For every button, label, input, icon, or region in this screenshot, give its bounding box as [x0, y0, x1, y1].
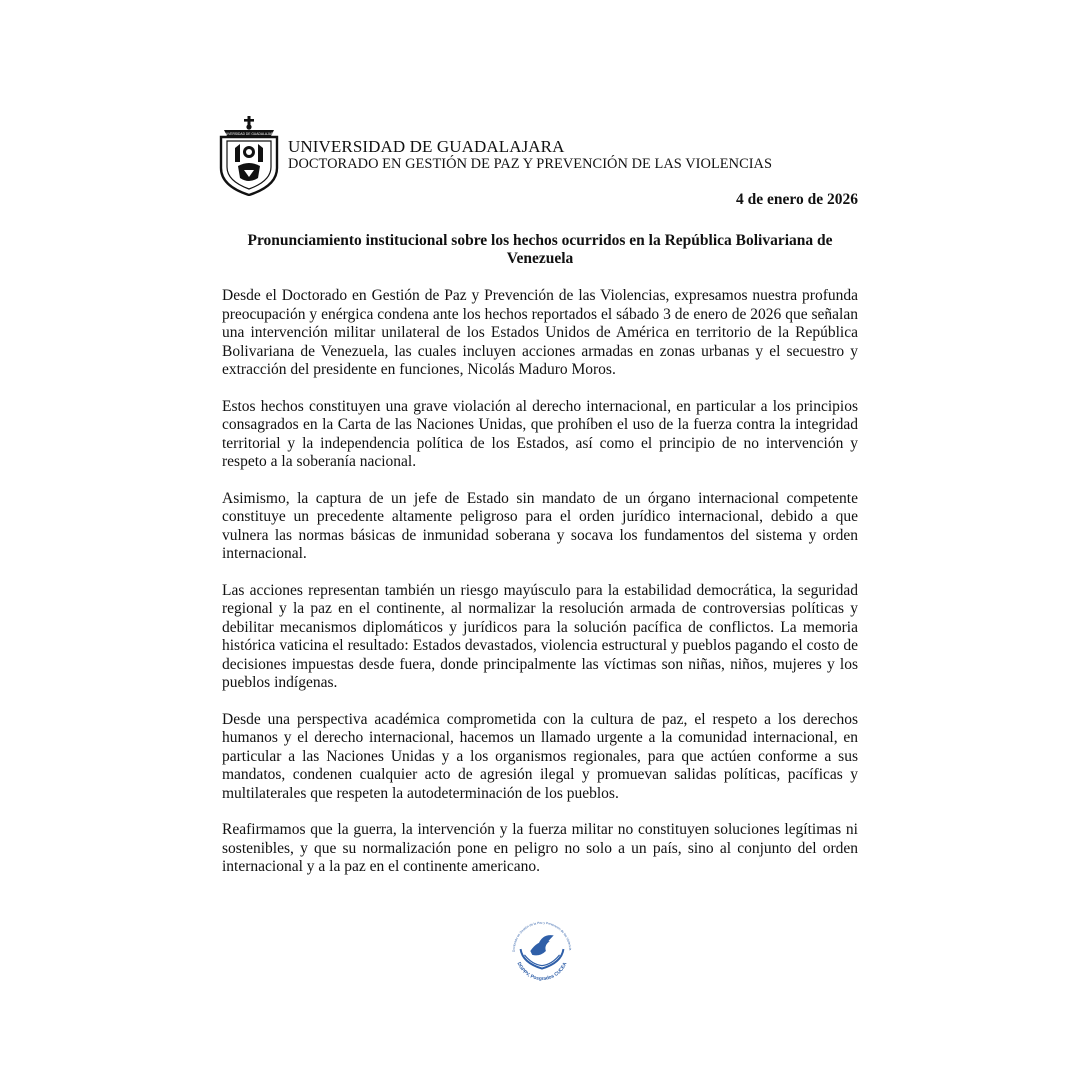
body-paragraph: Desde el Doctorado en Gestión de Paz y Prevención de las Violencias, expresamos nuestra profunda preocupación y enérgica condena ante los hechos reportados el sábado 3 de enero de 2026 que señalan una intervención militar unilateral de los Estados Unidos de América en territorio de la República Bolivariana de Venezuela, las cuales incluyen acciones armadas en zonas urbanas y el secuestro y extracción del presidente en funciones, Nicolás Maduro Moros. [222, 287, 858, 378]
logo-caption: DGPPV, Posgrados CUCEA [515, 961, 569, 983]
institution-name: UNIVERSIDAD DE GUADALAJARA [288, 137, 565, 156]
body-paragraph: Reafirmamos que la guerra, la intervención y la fuerza militar no constituyen soluciones legítimas ni sostenibles, y que su normalización pone en peligro no solo a un país, sino al conjunto del orden internacional y a la paz en el continente americano. [222, 821, 858, 875]
institution-heading [288, 137, 772, 172]
document-title: Pronunciamiento institucional sobre los hechos ocurridos en la República Bolivariana de Venezuela [247, 232, 833, 267]
body-paragraph: Desde una perspectiva académica comprometida con la cultura de paz, el respeto a los derechos humanos y el derecho internacional, hacemos un llamado urgente a la comunidad internacional, en particular a las Naciones Unidas y a los organismos regionales, para que actúen conforme a sus mandatos, condenen cualquier acto de agresión ilegal y promuevan salidas políticas, pacíficas y multilaterales que respeten la autodeterminación de los pueblos. [222, 710, 858, 802]
logo-ring-text: Doctorado en Gestión de la Paz y Prevención de las Violencia [511, 920, 573, 952]
document-body [222, 287, 858, 895]
crest-banner-text: UNIVERSIDAD DE GUADALAJARA [222, 132, 276, 136]
university-crest-icon [218, 116, 280, 196]
program-name: DOCTORADO EN GESTIÓN DE PAZ Y PREVENCIÓN DE LAS VIOLENCIAS [288, 156, 773, 173]
program-logo-icon [503, 912, 581, 990]
body-paragraph: Las acciones representan también un riesgo mayúsculo para la estabilidad democrática, la seguridad regional y la paz en el continente, al normalizar la resolución armada de controversias políticas y debilitar mecanismos diplomáticos y jurídicos para la solución pacífica de conflictos. La memoria histórica vaticina el resultado: Estados devastados, violencia estructural y pueblos pagando el costo de decisiones impuestas desde fuera, donde principalmente las víctimas son niñas, niños, mujeres y los pueblos indígenas. [222, 581, 858, 691]
svg-text:DGPPV, Posgrados CUCEA [516, 961, 569, 982]
body-paragraph: Asimismo, la captura de un jefe de Estado sin mandato de un órgano internacional competente constituye un precedente altamente peligroso para el orden jurídico internacional, debido a que vulnera las normas básicas de inmunidad soberana y socava los fundamentos del sistema y orden internacional. [222, 489, 858, 562]
body-paragraph: Estos hechos constituyen una grave violación al derecho internacional, en particular a los principios consagrados en la Carta de las Naciones Unidas, que prohíben el uso de la fuerza contra la integridad territorial y la independencia política de los Estados, así como el principio de no intervención y respeto a la soberanía nacional. [222, 397, 858, 470]
document-date: 4 de enero de 2026 [736, 191, 858, 208]
